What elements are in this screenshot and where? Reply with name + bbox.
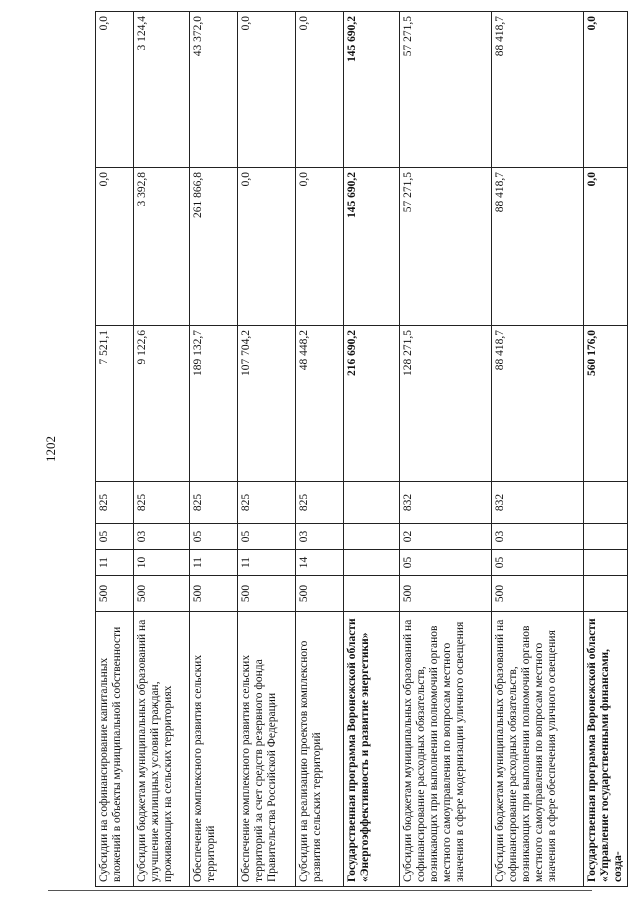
cell-section: 05 xyxy=(400,550,492,576)
cell-section: 11 xyxy=(190,550,238,576)
cell-target-code: 825 xyxy=(296,482,344,524)
cell-target-code xyxy=(584,482,628,524)
cell-name: Субсидии на реализацию проектов комплексного развития сельских территорий xyxy=(296,612,344,887)
cell-subsection: 03 xyxy=(492,524,584,550)
cell-value-1: 560 176,0 xyxy=(584,326,628,482)
cell-target-code: 825 xyxy=(238,482,296,524)
cell-value-1: 107 704,2 xyxy=(238,326,296,482)
cell-grbs: 500 xyxy=(400,576,492,612)
cell-name: Субсидии на софинансирование капитальных вложений в объекты муниципальной собственности xyxy=(96,612,134,887)
bottom-rule xyxy=(48,890,592,891)
cell-value-1: 48 448,2 xyxy=(296,326,344,482)
rotated-table-wrapper xyxy=(95,12,624,887)
cell-subsection: 05 xyxy=(190,524,238,550)
table-row xyxy=(190,12,238,887)
cell-subsection: 05 xyxy=(96,524,134,550)
cell-value-3: 0,0 xyxy=(238,12,296,168)
cell-name: Государственная программа Воронежской области «Энергоэффективность и развитие энергетики» xyxy=(344,612,400,887)
cell-value-2: 261 866,8 xyxy=(190,168,238,326)
cell-section xyxy=(584,550,628,576)
cell-target-code: 832 xyxy=(400,482,492,524)
cell-value-2: 0,0 xyxy=(96,168,134,326)
cell-name: Обеспечение комплексного развития сельских территорий за счет средств резервного фонда Правительства Российской Федерации xyxy=(238,612,296,887)
cell-subsection: 03 xyxy=(134,524,190,550)
cell-section: 11 xyxy=(238,550,296,576)
cell-value-3: 145 690,2 xyxy=(344,12,400,168)
cell-section: 11 xyxy=(96,550,134,576)
cell-value-3: 3 124,4 xyxy=(134,12,190,168)
cell-value-3: 0,0 xyxy=(296,12,344,168)
table-row xyxy=(134,12,190,887)
cell-section: 05 xyxy=(492,550,584,576)
table-row xyxy=(296,12,344,887)
cell-value-3: 0,0 xyxy=(584,12,628,168)
cell-name: Субсидии бюджетам муниципальных образований на улучшение жилищных условий граждан, проживающих на сельских территориях xyxy=(134,612,190,887)
cell-value-3: 88 418,7 xyxy=(492,12,584,168)
cell-name: Субсидии бюджетам муниципальных образований на софинансирование расходных обязательств, возникающих при выполнении полномочий органов местного самоуправления по вопросам местного значения в сфере обеспечения уличного освещения xyxy=(492,612,584,887)
cell-grbs xyxy=(584,576,628,612)
table-row xyxy=(492,12,584,887)
cell-section: 14 xyxy=(296,550,344,576)
cell-section xyxy=(344,550,400,576)
rotated-table xyxy=(95,12,624,887)
page-number: 1202 xyxy=(43,436,58,462)
cell-target-code: 825 xyxy=(96,482,134,524)
cell-grbs: 500 xyxy=(96,576,134,612)
cell-value-2: 3 392,8 xyxy=(134,168,190,326)
cell-value-3: 43 372,0 xyxy=(190,12,238,168)
cell-name: Государственная программа Воронежской области «Управление государственными финансами, созда- xyxy=(584,612,628,887)
cell-value-2: 57 271,5 xyxy=(400,168,492,326)
cell-grbs: 500 xyxy=(492,576,584,612)
table-body xyxy=(96,12,628,887)
cell-subsection: 03 xyxy=(296,524,344,550)
cell-section: 10 xyxy=(134,550,190,576)
cell-value-2: 0,0 xyxy=(296,168,344,326)
table-row xyxy=(344,12,400,887)
table-row xyxy=(96,12,134,887)
table-row xyxy=(584,12,628,887)
cell-value-2: 0,0 xyxy=(238,168,296,326)
cell-value-3: 57 271,5 xyxy=(400,12,492,168)
cell-value-2: 0,0 xyxy=(584,168,628,326)
cell-value-2: 145 690,2 xyxy=(344,168,400,326)
cell-target-code: 832 xyxy=(492,482,584,524)
cell-name: Обеспечение комплексного развития сельских территорий xyxy=(190,612,238,887)
cell-value-1: 88 418,7 xyxy=(492,326,584,482)
budget-table xyxy=(95,11,628,887)
cell-value-1: 9 122,6 xyxy=(134,326,190,482)
cell-grbs: 500 xyxy=(134,576,190,612)
cell-subsection: 05 xyxy=(238,524,296,550)
cell-value-1: 189 132,7 xyxy=(190,326,238,482)
table-row xyxy=(400,12,492,887)
cell-grbs: 500 xyxy=(238,576,296,612)
cell-subsection xyxy=(344,524,400,550)
cell-target-code xyxy=(344,482,400,524)
cell-target-code: 825 xyxy=(134,482,190,524)
cell-value-2: 88 418,7 xyxy=(492,168,584,326)
cell-grbs: 500 xyxy=(190,576,238,612)
cell-value-1: 128 271,5 xyxy=(400,326,492,482)
cell-grbs xyxy=(344,576,400,612)
cell-subsection: 02 xyxy=(400,524,492,550)
cell-grbs: 500 xyxy=(296,576,344,612)
cell-subsection xyxy=(584,524,628,550)
cell-target-code: 825 xyxy=(190,482,238,524)
cell-value-1: 7 521,1 xyxy=(96,326,134,482)
cell-value-1: 216 690,2 xyxy=(344,326,400,482)
cell-value-3: 0,0 xyxy=(96,12,134,168)
cell-name: Субсидии бюджетам муниципальных образований на софинансирование расходных обязательств, возникающих при выполнении полномочий органов местного самоуправления по вопросам местного значения в сфере модернизации уличного освещения xyxy=(400,612,492,887)
table-row xyxy=(238,12,296,887)
